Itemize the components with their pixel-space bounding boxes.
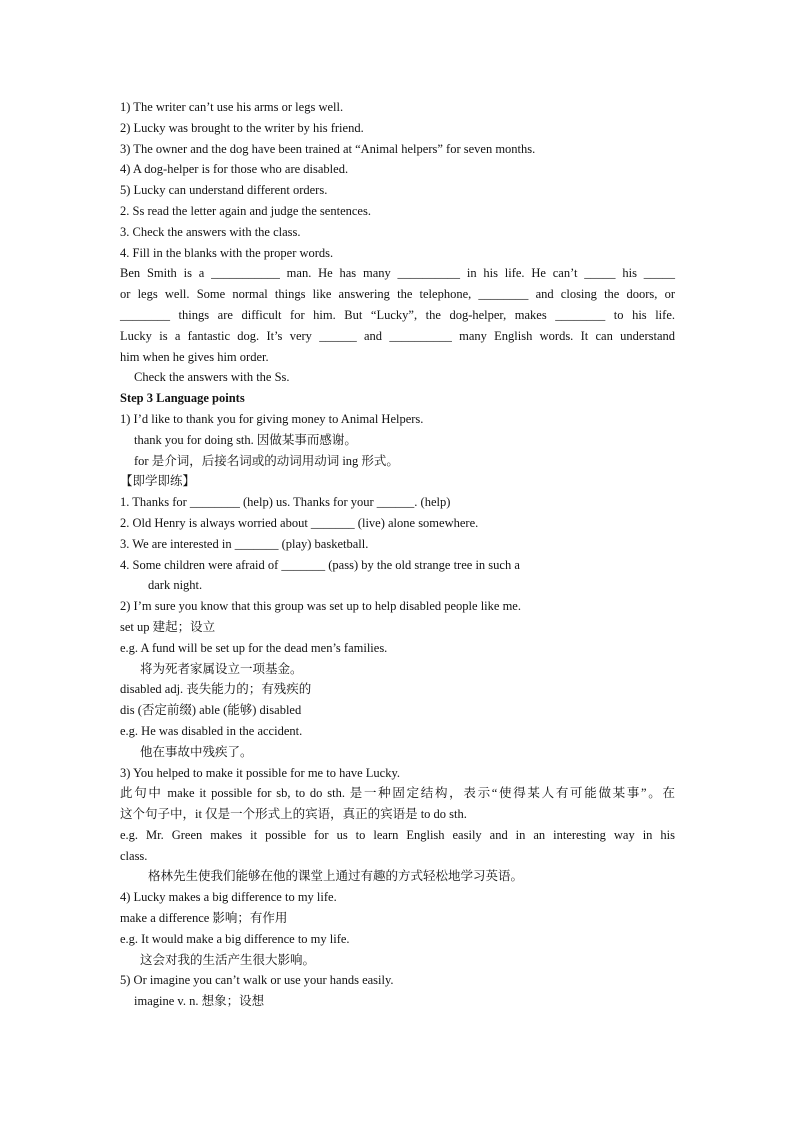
point-3: 3) You helped to make it possible for me to have Lucky. — [120, 765, 401, 780]
check-answers: Check the answers with the Ss. — [134, 370, 290, 385]
point-2-translation-2: 他在事故中残疾了。 — [140, 744, 253, 759]
judge-item-4: 4) A dog-helper is for those who are disabled. — [120, 162, 349, 177]
judge-item-1: 1) The writer can’t use his arms or legs well. — [120, 100, 344, 114]
judge-item-5: 5) Lucky can understand different orders. — [120, 183, 328, 198]
point-1: 1) I’d like to thank you for giving money to Animal Helpers. — [120, 411, 424, 426]
task-4: 4. Fill in the blanks with the proper words. — [120, 245, 334, 260]
point-3-note-2: 这个句子中，it 仅是一个形式上的宾语，真正的宾语是 to do sth. — [120, 807, 467, 822]
point-4-phrase: make a difference 影响；有作用 — [120, 911, 288, 926]
point-1-note: for 是介词，后接名词或的动词用动词 ing 形式。 — [134, 453, 399, 468]
point-4: 4) Lucky makes a big difference to my life. — [120, 890, 337, 905]
point-3-example-cont: class. — [120, 848, 148, 863]
practice-4-cont: dark night. — [148, 578, 203, 593]
practice-2: 2. Old Henry is always worried about _______ (live) alone somewhere. — [120, 515, 479, 530]
point-3-example: e.g. Mr. Green makes it possible for us to learn English easily and in an interesting way in his — [120, 827, 675, 842]
task-3: 3. Check the answers with the class. — [120, 224, 301, 239]
document-body — [120, 97, 675, 1012]
practice-4: 4. Some children were afraid of _______ (pass) by the old strange tree in such a — [120, 557, 520, 572]
judge-item-2: 2) Lucky was brought to the writer by his friend. — [120, 120, 364, 135]
point-2-translation: 将为死者家属设立一项基金。 — [140, 661, 303, 676]
point-3-translation: 格林先生使我们能够在他的课堂上通过有趣的方式轻松地学习英语。 — [148, 869, 524, 884]
cloze-line-1: Ben Smith is a ___________ man. He has many __________ in his life. He can’t _____ his _____ — [120, 266, 675, 281]
cloze-line-2: or legs well. Some normal things like answering the telephone, ________ and closing the doors, or — [120, 287, 675, 302]
point-2-word: disabled adj. 丧失能力的；有残疾的 — [120, 682, 312, 697]
point-5-word: imagine v. n. 想象；设想 — [134, 994, 265, 1009]
point-1-usage: thank you for doing sth. 因做某事而感谢。 — [134, 432, 357, 447]
point-2: 2) I’m sure you know that this group was set up to help disabled people like me. — [120, 599, 521, 614]
judge-item-3: 3) The owner and the dog have been trained at “Animal helpers” for seven months. — [120, 141, 536, 156]
task-2: 2. Ss read the letter again and judge the sentences. — [120, 203, 371, 218]
cloze-line-5: him when he gives him order. — [120, 349, 269, 364]
point-4-translation: 这会对我的生活产生很大影响。 — [140, 952, 316, 967]
cloze-line-4: Lucky is a fantastic dog. It’s very ______ and __________ many English words. It can understand — [120, 328, 675, 343]
point-2-example-2: e.g. He was disabled in the accident. — [120, 723, 303, 738]
practice-3: 3. We are interested in _______ (play) basketball. — [120, 536, 369, 551]
cloze-line-3: ________ things are difficult for him. But “Lucky”, the dog-helper, makes ________ to his life. — [120, 307, 675, 322]
point-2-wordparts: dis (否定前缀) able (能够) disabled — [120, 703, 302, 718]
point-2-example: e.g. A fund will be set up for the dead men’s families. — [120, 640, 388, 655]
practice-1: 1. Thanks for ________ (help) us. Thanks for your ______. (help) — [120, 495, 451, 510]
point-3-note-1: 此句中 make it possible for sb, to do sth. 是一种固定结构，表示“使得某人有可能做某事”。在 — [120, 786, 675, 801]
practice-heading: 【即学即练】 — [120, 474, 196, 489]
point-5: 5) Or imagine you can’t walk or use your hands easily. — [120, 973, 394, 988]
point-2-phrase: set up 建起；设立 — [120, 619, 216, 634]
section-heading: Step 3 Language points — [120, 391, 245, 406]
point-4-example: e.g. It would make a big difference to my life. — [120, 931, 350, 946]
